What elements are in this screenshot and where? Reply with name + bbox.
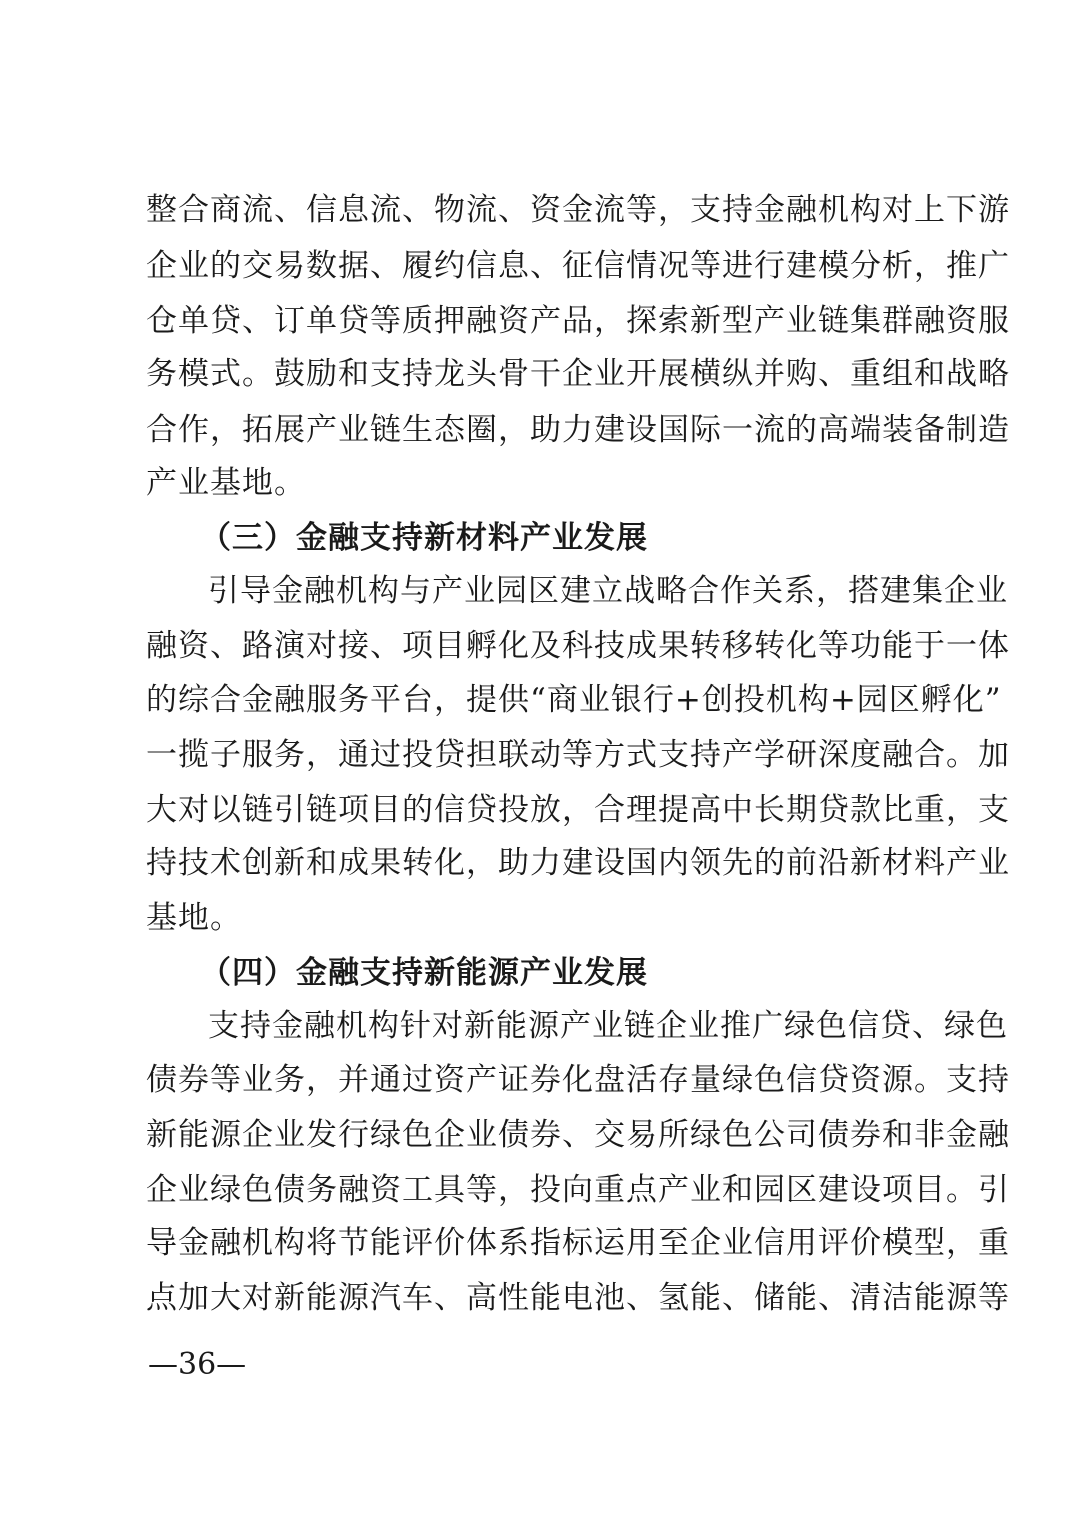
- text-line: 持技术创新和成果转化，助力建设国内领先的前沿新材料产业: [146, 845, 1010, 881]
- text-line: 一揽子服务，通过投贷担联动等方式支持产学研深度融合。加: [146, 737, 1010, 773]
- text-line: 大对以链引链项目的信贷投放，合理提高中长期贷款比重，支: [146, 792, 1010, 828]
- text-line: 务模式。鼓励和支持龙头骨干企业开展横纵并购、重组和战略: [146, 356, 1010, 392]
- text-line: 仓单贷、订单贷等质押融资产品，探索新型产业链集群融资服: [146, 303, 1010, 339]
- text-line: 合作，拓展产业链生态圈，助力建设国际一流的高端装备制造: [146, 412, 1010, 448]
- page-number: —36—: [148, 1347, 247, 1382]
- section-heading: （四）金融支持新能源产业发展: [200, 955, 648, 991]
- section-heading: （三）金融支持新材料产业发展: [200, 520, 648, 556]
- text-line: 引导金融机构与产业园区建立战略合作关系，搭建集企业: [208, 573, 1008, 609]
- text-line: 支持金融机构针对新能源产业链企业推广绿色信贷、绿色: [208, 1008, 1008, 1044]
- text-line: 企业的交易数据、履约信息、征信情况等进行建模分析，推广: [146, 248, 1010, 284]
- text-line: 导金融机构将节能评价体系指标运用至企业信用评价模型，重: [146, 1225, 1010, 1261]
- text-line: 新能源企业发行绿色企业债券、交易所绿色公司债券和非金融: [146, 1117, 1010, 1153]
- text-line: 企业绿色债务融资工具等，投向重点产业和园区建设项目。引: [146, 1172, 1010, 1208]
- text-line: 整合商流、信息流、物流、资金流等，支持金融机构对上下游: [146, 192, 1010, 228]
- text-line: 融资、路演对接、项目孵化及科技成果转移转化等功能于一体: [146, 628, 1010, 664]
- text-line: 的综合金融服务平台，提供“商业银行+创投机构+园区孵化”: [146, 682, 1002, 718]
- text-line: 产业基地。: [146, 465, 306, 501]
- text-line: 基地。: [146, 900, 242, 936]
- text-line: 点加大对新能源汽车、高性能电池、氢能、储能、清洁能源等: [146, 1280, 1010, 1316]
- text-line: 债券等业务，并通过资产证券化盘活存量绿色信贷资源。支持: [146, 1062, 1010, 1098]
